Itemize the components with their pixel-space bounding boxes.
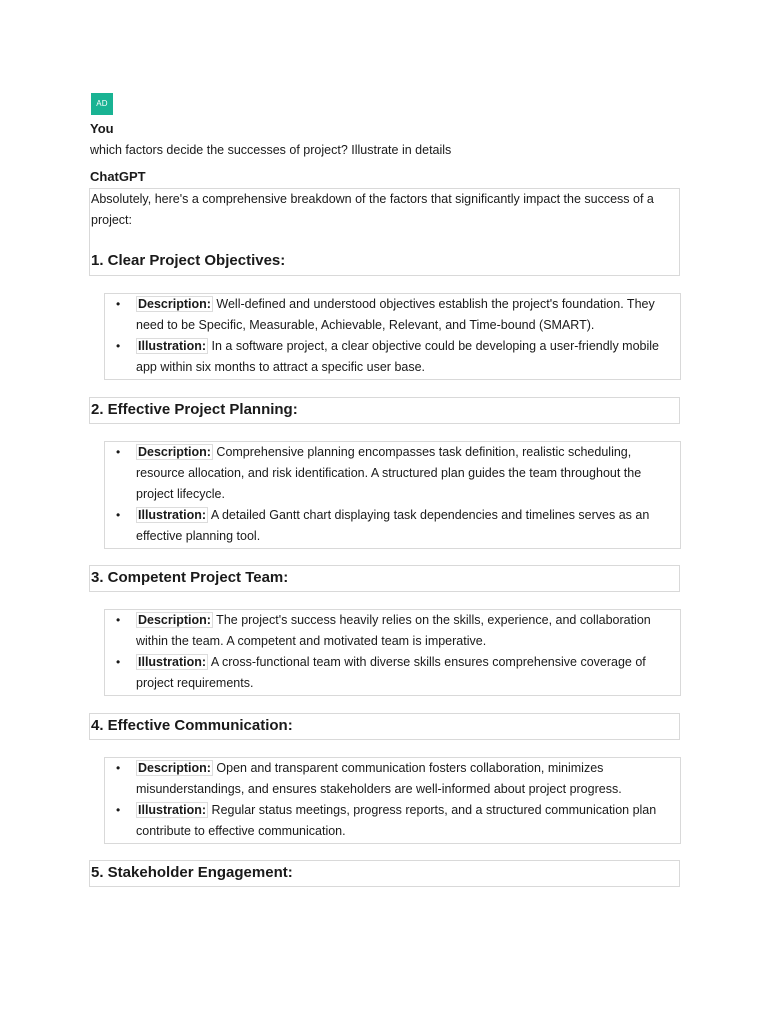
section-2-list [104,441,681,549]
section-heading-1: 1. Clear Project Objectives: [91,252,286,269]
list-item-illustration [105,800,680,842]
list-item-description [105,294,680,336]
section-heading-4: 4. Effective Communication: [91,717,293,734]
description-label: Description: [138,297,211,311]
list-item-description [105,758,680,800]
section-heading-2: 2. Effective Project Planning: [91,401,298,418]
bullet-icon: • [116,613,121,627]
assistant-name: ChatGPT [90,169,146,184]
bullet-icon: • [116,655,121,669]
user-name: You [90,121,114,136]
illustration-text: A cross-functional team with diverse skills ensures comprehensive coverage of project requirements. [136,655,646,690]
section-2-heading-box [89,397,680,424]
list-item-illustration [105,652,680,694]
bullet-icon: • [116,445,121,459]
bullet-icon: • [116,339,121,353]
illustration-label: Illustration: [138,508,207,522]
description-label: Description: [138,445,211,459]
illustration-label: Illustration: [138,803,207,817]
bullet-icon: • [116,508,121,522]
illustration-text: In a software project, a clear objective could be developing a user-friendly mobile app within six months to attract a specific user base. [136,339,660,374]
bullet-icon: • [116,803,121,817]
bullet-icon: • [116,297,121,311]
illustration-label: Illustration: [138,655,207,669]
assistant-intro-block [89,188,680,276]
user-avatar: AD [91,93,113,115]
list-item-illustration [105,336,680,378]
section-4-heading-box [89,713,680,740]
bullet-icon: • [116,761,121,775]
description-text: Open and transparent communication fosters collaboration, minimizes misunderstandings, and ensures stakeholders are well-informed about project progress. [136,761,622,796]
assistant-intro-text: Absolutely, here's a comprehensive breakdown of the factors that significantly impact the success of a project: [91,192,654,227]
section-5-heading-box [89,860,680,887]
illustration-text: A detailed Gantt chart displaying task dependencies and timelines serves as an effective planning tool. [136,508,650,543]
section-4-list [104,757,681,844]
illustration-text: Regular status meetings, progress reports, and a structured communication plan contribute to effective communication. [136,803,657,838]
section-heading-5: 5. Stakeholder Engagement: [91,864,293,881]
list-item-description [105,610,680,652]
description-text: Comprehensive planning encompasses task definition, realistic scheduling, resource allocation, and risk identification. A structured plan guides the team throughout the project lifecycle. [136,445,642,501]
description-label: Description: [138,761,211,775]
description-text: The project's success heavily relies on the skills, experience, and collaboration within the team. A competent and motivated team is imperative. [136,613,651,648]
section-3-heading-box [89,565,680,592]
illustration-label: Illustration: [138,339,207,353]
description-text: Well-defined and understood objectives establish the project's foundation. They need to be Specific, Measurable, Achievable, Relevant, and Time-bound (SMART). [136,297,655,332]
section-heading-3: 3. Competent Project Team: [91,569,289,586]
list-item-illustration [105,505,680,547]
section-3-list [104,609,681,696]
list-item-description [105,442,680,505]
description-label: Description: [138,613,211,627]
user-message: which factors decide the successes of project? Illustrate in details [90,143,452,157]
section-1-list [104,293,681,380]
